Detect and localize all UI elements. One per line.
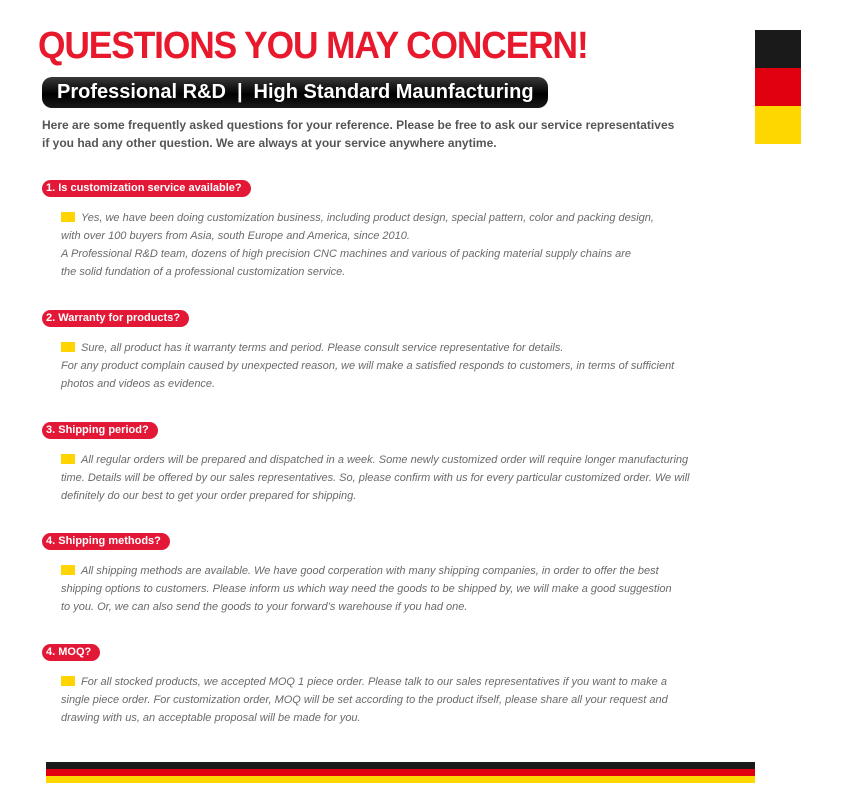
- faq-shipping-period: [42, 420, 762, 505]
- answer-line: All shipping methods are available. We have good corperation with many shipping companies, in order to offer the best: [81, 565, 659, 577]
- yellow-square-icon: [61, 454, 75, 464]
- answer-line: For any product complain caused by unexpected reason, we will make a satisfied responds to customers, in terms of sufficient: [61, 360, 675, 372]
- answer-line: definitely do our best to get your order prepared for shipping.: [61, 490, 357, 502]
- answer-line: Yes, we have been doing customization business, including product design, special pattern, color and packing design,: [81, 212, 654, 224]
- faq-question-badge: 2. Warranty for products?: [42, 310, 189, 327]
- yellow-square-icon: [61, 565, 75, 575]
- flag-stripe-gold: [755, 106, 801, 144]
- faq-shipping-methods: [42, 531, 762, 616]
- faq-question-badge: 1. Is customization service available?: [42, 180, 251, 197]
- flag-stripe-gold: [46, 776, 755, 783]
- answer-line: with over 100 buyers from Asia, south Europe and America, since 2010.: [61, 230, 410, 242]
- answer-line: drawing with us, an acceptable proposal will be made for you.: [61, 712, 361, 724]
- flag-stripe-black: [46, 762, 755, 769]
- intro-line: if you had any other question. We are always at your service anywhere anytime.: [42, 136, 497, 150]
- answer-line: to you. Or, we can also send the goods to your forward’s warehouse if you had one.: [61, 601, 468, 613]
- answer-line: single piece order. For customization order, MOQ will be set according to the product ifself, please share all your request and: [61, 694, 668, 706]
- german-flag-vertical: [755, 30, 801, 144]
- faq-question-badge: 4. MOQ?: [42, 644, 100, 661]
- german-flag-horizontal: [46, 762, 755, 783]
- answer-line: Sure, all product has it warranty terms and period. Please consult service representative for details.: [81, 342, 564, 354]
- intro-line: Here are some frequently asked questions for your reference. Please be free to ask our service representatives: [42, 118, 675, 132]
- tagline-right: High Standard Maunfacturing: [253, 81, 534, 103]
- tagline-banner: [42, 77, 548, 108]
- page-title: QUESTIONS YOU MAY CONCERN!: [38, 25, 588, 67]
- faq-answer: [61, 339, 762, 393]
- faq-warranty: [42, 308, 762, 393]
- faq-answer: [61, 562, 762, 616]
- faq-question-badge: 4. Shipping methods?: [42, 533, 170, 550]
- faq-moq: [42, 642, 762, 727]
- answer-line: A Professional R&D team, dozens of high precision CNC machines and various of packing material supply chains are: [61, 248, 632, 260]
- yellow-square-icon: [61, 342, 75, 352]
- tagline-left: Professional R&D: [57, 81, 226, 103]
- yellow-square-icon: [61, 212, 75, 222]
- answer-line: photos and videos as evidence.: [61, 378, 216, 390]
- answer-line: For all stocked products, we accepted MOQ 1 piece order. Please talk to our sales representatives if you want to make a: [81, 676, 667, 688]
- answer-line: the solid fundation of a professional customization service.: [61, 266, 346, 278]
- intro-text: [42, 116, 732, 152]
- faq-question-badge: 3. Shipping period?: [42, 422, 158, 439]
- answer-line: shipping options to customers. Please inform us which way need the goods to be shipped by, we will make a good suggestion: [61, 583, 672, 595]
- faq-answer: [61, 209, 762, 281]
- tagline-separator: |: [236, 81, 243, 103]
- answer-line: time. Details will be offered by our sales representatives. So, please confirm with us for every particular customized order. We will: [61, 472, 690, 484]
- faq-answer: [61, 673, 762, 727]
- flag-stripe-red: [46, 769, 755, 776]
- answer-line: All regular orders will be prepared and dispatched in a week. Some newly customized order will require longer manufacturing: [81, 454, 689, 466]
- flag-stripe-red: [755, 68, 801, 106]
- faq-customization: [42, 178, 762, 281]
- flag-stripe-black: [755, 30, 801, 68]
- faq-answer: [61, 451, 762, 505]
- yellow-square-icon: [61, 676, 75, 686]
